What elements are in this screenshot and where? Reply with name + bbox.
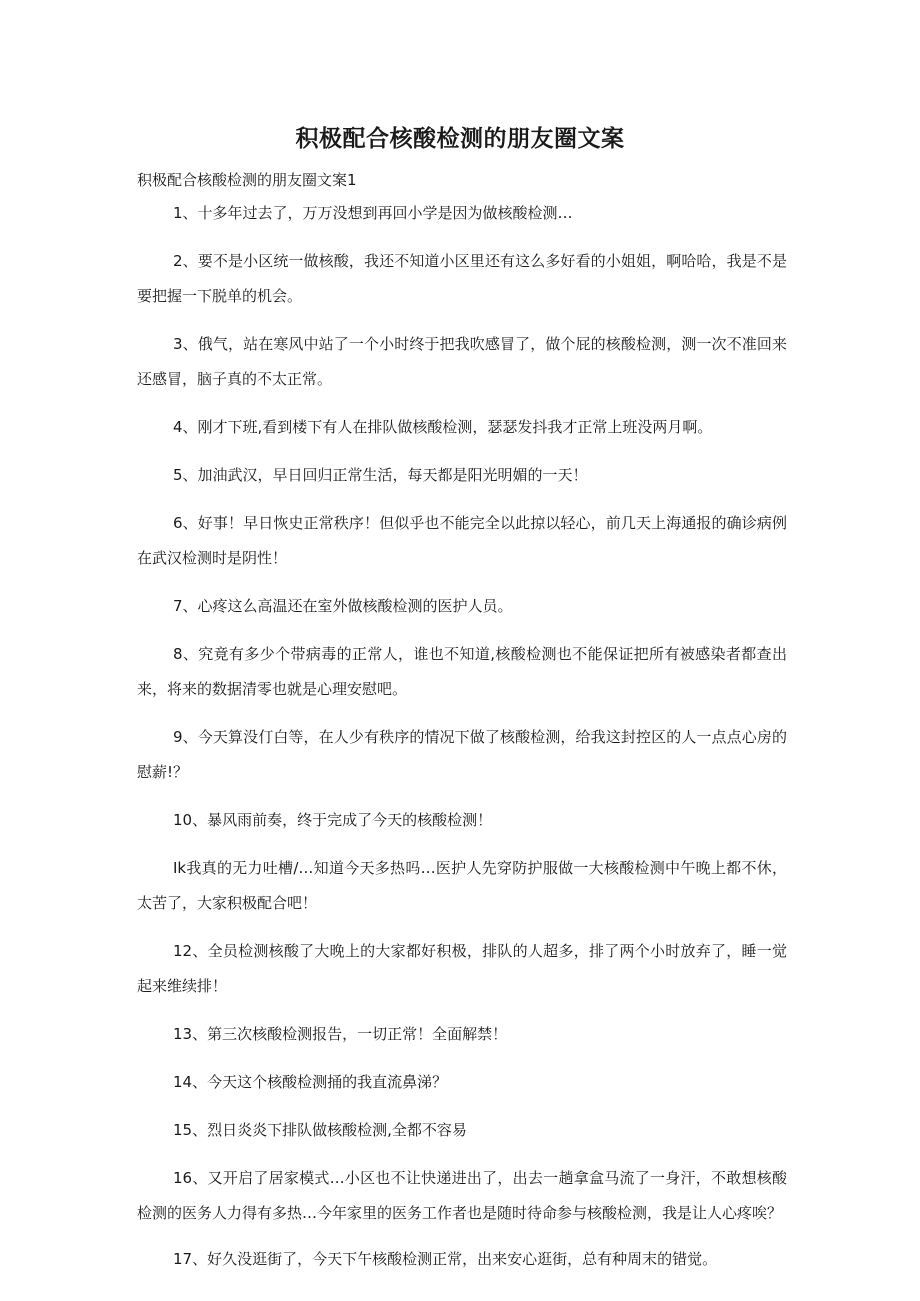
document-body	[137, 196, 787, 1287]
paragraph-8: 8、究竟有多少个带病毒的正常人，谁也不知道,核酸检测也不能保证把所有被感染者都查出来，将来的数据清零也就是心理安慰吧。	[137, 645, 787, 698]
paragraph-7: 7、心疼这么高温还在室外做核酸检测的医护人员。	[173, 597, 513, 615]
paragraph-6: 6、好事！早日恢史正常秩序！但似乎也不能完全以此掠以轻心，前几天上海通报的确诊病例在武汉检测时是阴性！	[137, 514, 787, 567]
paragraph-15: 15、烈日炎炎下排队做核酸检测,全都不容易	[173, 1121, 467, 1139]
document-title: 积极配合核酸检测的朋友圈文案	[295, 126, 625, 152]
paragraph-12: 12、全员检测核酸了大晚上的大家都好积极，排队的人超多，排了两个小时放弃了，睡一觉起来维续排！	[137, 942, 787, 995]
paragraph-4: 4、刚才下班,看到楼下有人在排队做核酸检测，瑟瑟发抖我才正常上班没两月啊。	[173, 418, 713, 436]
paragraph-10: 10、暴风雨前奏，终于完成了今天的核酸检测！	[173, 811, 493, 829]
paragraph-16: 16、又开启了居家模式…小区也不让快递进出了，出去一趟拿盒马流了一身汗，不敢想核酸检测的医务人力得有多热…今年家里的医务工作者也是随时待命参与核酸检测，我是让人心疼唉？	[137, 1169, 787, 1222]
paragraph-17: 17、好久没逛街了，今天下午核酸检测正常，出来安心逛街，总有种周末的错觉。	[173, 1250, 718, 1268]
paragraph-2: 2、要不是小区统一做核酸，我还不知道小区里还有这么多好看的小姐姐，啊哈哈，我是不是要把握一下脱单的机会。	[137, 252, 787, 305]
paragraph-11: Ik我真的无力吐槽/…知道今天多热吗…医护人先穿防护服做一大核酸检测中午晚上都不休，太苦了，大家积极配合吧！	[137, 859, 787, 912]
paragraph-9: 9、今天算没仃白等，在人少有秩序的情况下做了核酸检测，给我这封控区的人一点点心房的慰薪!？	[137, 728, 787, 781]
paragraph-13: 13、第三次核酸检测报告，一切正常！全面解禁！	[173, 1025, 508, 1043]
paragraph-14: 14、今天这个核酸检测捅的我直流鼻涕？	[173, 1073, 448, 1091]
paragraph-3: 3、俄气，站在寒风中站了一个小时终于把我吹感冒了，做个屁的核酸检测，测一次不准回来还感冒，脑子真的不太正常。	[137, 335, 787, 388]
paragraph-1: 1、十多年过去了，万万没想到再回小学是因为做核酸检测…	[173, 204, 573, 222]
paragraph-5: 5、加油武汉，早日回归正常生活，每天都是阳光明媚的一天！	[173, 466, 588, 484]
document-subtitle: 积极配合核酸检测的朋友圈文案1	[137, 171, 357, 189]
